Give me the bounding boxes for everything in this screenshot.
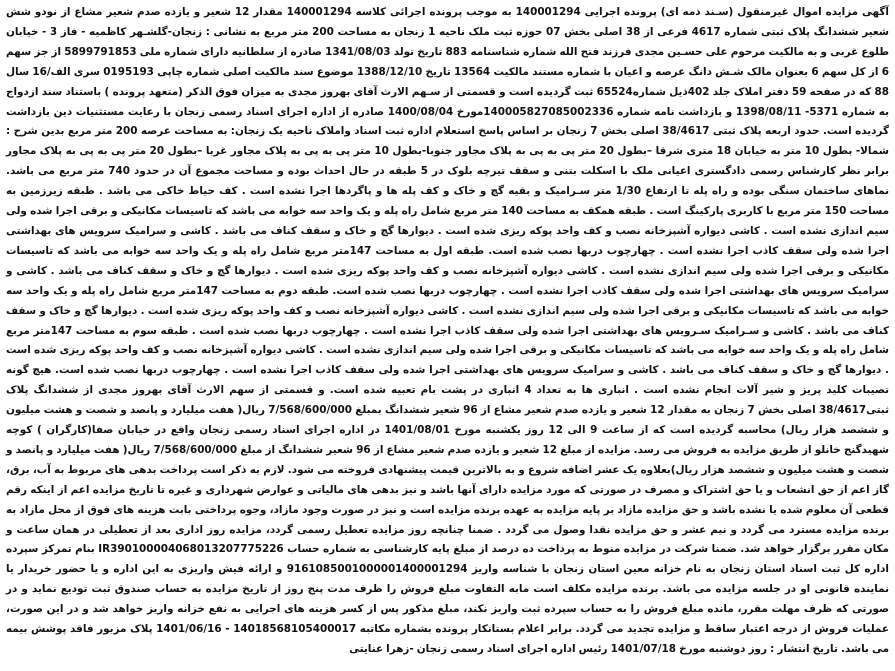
auction-notice-text: آگهی مزایده اموال غیرمنقول (سـند ذمه ای) پرونده اجرایی 140001294 به موجب پرونده اجرائی کلاسه 140001294 مقدار 12 شعیر و یازده صدم شعیر مشاع از نودو شش شعیر ششدانگ پلاک ثبتی شماره 4617 فرعی از 38 اصلی بخش 07 حوزه ثبت ملک ناحیه 1 زنجان به مساحت 200 متر مربع به نشانی : زنجان-گلشـهر کاظمیه - فاز 3 - خیابان طلوع غربی و به مالکیت مرحوم علی حسـین مجدی فرزند فتح الله شماره شناسنامه 883 تاریخ تولد 1341/08/03 صادره از سلطانیه دارای شماره ملی 5899791853 از جز سهم 6 از کل سهم 6 بعنوان مالک شـش دانگ عرصه و اعیان با شماره مستند مالکیت 13564 تاریخ 1388/12/10 موضوع سند مالکیت اصلی شماره چاپی 0195193 سری الف/16 سال 88 که در صفحه 59 دفتر املاک جلد 402ذیل شماره65524 ثبت گردیده است و قسمتی از سـهم الارث آقای بهروز مجدی به میزان فوق الذکر (متعهد پرونده ) باستناد سند ازدواج به شماره 5371- 1398/08/11 و بازداشت نامه شماره 140005827085002336مورخ 1400/08/04 صادره از اداره اجرای اسناد رسمی زنجان با رعایت مستثنیات دین بازداشت گردیده است. حدود اربعه پلاک ثبتی 38/4617 اصلی بخش 7 زنجان بر اساس پاسخ استعلام اداره ثبت اسناد واملاک ناحیه یک زنجان: به مساحت عرصه 200 متر مربع بدین شرح : شمالا- بطول 10 متر به خیابان 18 متری شرقا –بطول 20 متر پی به پی به پلاک مجاور جنوبا-بطول 10 متر پی به پی به پلاک مجاور غربا –بطول 20 متر پی به پی به پلاک مجاور برابر نظر کارشناس رسمی دادگستری اعیانی ملک با اسکلت بتنی و سقف تیرچه بلوک در 5 طبقه در حال احداث بوده و مساحت مجموع آن در حدود 740 متر مربع می باشد. نماهای ساختمان سنگی بوده و راه پله تا ارتفاع 1/30 متر سـرامیک و بقیه گچ و خاک و کف پله ها و پاگردها اجرا نشده است . کف حیاط خاکی می باشد . طبقه زیرزمین به مساحت 150 متر مربع با کاربری پارکینگ است . طبقه همکف به مساحت 140 متر مربع شامل راه پله و یک واحد سه خوابه می باشد که تاسیسات مکانیکی و برقی اجرا شده ولی سیم اندازی نشده است . کاشی دیواره آشپزخانه نصب و کف واحد پوکه ریزی شده است . دیوارها گچ و خاک و سقف کناف می باشد . کاشی و سرامیک سرویس های بهداشتی اجرا شده ولی سقف کاذب اجرا نشده است . چهارچوب دربها نصب شده است. طبقه اول به مساحت 147متر مربع شامل راه پله و یک واحد سه خوابه می باشد که تاسیسات مکانیکی و برقی اجرا شده ولی سیم اندازی نشده است . کاشی دیواره آشپزخانه نصب و کف واحد پوکه ریزی شده است . دیوارها گچ و خاک و سقف کناف می باشد . کاشی و سرامیک سرویس های بهداشتی اجرا شده ولی سقف کاذب اجرا نشده است . چهارچوب دربها نصب شده است. طبقه دوم به مساحت 147متر مربع شامل راه پله و یک واحد سه خوابه می باشد که تاسیسات مکانیکی و برقی اجرا شده ولی سیم اندازی نشده است . کاشی دیواره آشپزخانه نصب و کف واحد پوکه ریزی شده است . دیوارها گچ و خاک و سقف کناف می باشد . کاشی و سـرامیک سـرویس های بهداشتی اجرا شده ولی سقف کاذب اجرا نشده است . چهارچوب دربها نصب شده است . طبقه سوم به مساحت 147متر مربع شامل راه پله و یک واحد سه خوابه می باشد که تاسیسات مکانیکی و برقی اجرا شده ولی سیم اندازی نشده است . کاشی دیواره آشپزخانه نصب و کف واحد پوکه ریزی شده است . دیوارها گچ و خاک و سقف کناف می باشد . کاشی و سرامیک سرویس های بهداشتی اجرا شده ولی سقف کاذب اجرا نشده است . چهارچوب دربها نصب شده است. هیچ گونه تصیبات کلید پریز و شیر آلات انجام نشده است . انباری ها به تعداد 4 انباری در پشت بام تعبیه شده است. و قسمتی از سهم الارث آقای بهروز مجدی از ششدانگ پلاک ثبتی38/4617 اصلی بخش 7 زنجان به مقدار 12 شعیر و یازده صدم شعیر مشاع از 96 شعیر ششدانگ بمبلغ 7/568/600/000 ریال( هفت میلیارد و پانصد و شصت و هشت میلیون و ششصد هزار ریال) محاسبه گردیده است که از ساعت 9 الی 12 روز یکشنبه مورخ 1401/08/01 در اداره اجرای اسناد رسمی زنجان واقع در خیابان صفا(کارگران ) کوچه شهیدگنج خانلو از طریق مزایده به فروش می رسد. مزایده از مبلغ 12 شعیر و یازده صدم شعیر مشاع از 96 شعیر ششدانگ از مبلغ 7/568/600/000 ریال( هفت میلیارد و پانصد و شصت و هشت میلیون و ششصد هزار ریال)بعلاوه یک عشر اضافه شروع و به بالاترین قیمت پیشنهادی فروخته می شود. لازم به ذکر است پرداخت بدهی های مربوط به آب، برق، گاز اعم از حق انشعاب و یا حق اشتراک و مصرف در صورتی که مورد مزایده دارای آنها باشد و نیز بدهی های مالیاتی و عوارض شهرداری و غیره تا تاریخ مزایده اعم از اینکه رقم قطعی آن معلوم شده یا نشده باشد و حق مزایده مازاد بر پایه مزایده به عهده برنده مزایده است و نیز در صورت وجود مازاد، وجوه پرداختی بابت هزینه های فوق از محل مازاد به برنده مزایده مسترد می گردد و نیم عشر و حق مزایده نقدا وصول می گردد . ضمنا چنانچه روز مزایده تعطیل رسمی گردد، مزایده روز اداری بعد از تعطیلی در همان ساعت و مکان مقرر برگزار خواهد شد. ضمنا شرکت در مزایده منوط به پرداخت ده درصد از مبلغ پایه کارشناسی به شماره حساب IR390100004068013207775226 بنام تمرکز سپرده اداره کل ثبت اسناد استان زنجان به نام خزانه معین استان زنجان با شناسه واریز 9161085001000001400001294 و ارائه فیش واریزی به این اداره و یا حضور خریدار یا نماینده قانونی او در جلسه مزایده می باشد. برنده مزایده مکلف است مابه التفاوت مبلغ فروش را ظرف مدت پنج روز از تاریخ مزایده به حساب صندوق ثبت تودیع نماید و در صورتی که ظرف مهلت مقرر، مانده مبلغ فروش را به حساب سپرده ثبت واریز نکند، مبلغ مذکور پس از کسر هزینه های اجرایی به نفع خزانه واریز خواهد شد و در این صورت، عملیات فروش از درجه اعتبار ساقط و مزایده تجدید می گردد. برابر اعلام بستانکار پرونده بشماره مکاتبه 14018568105400017 - 1401/06/16 پلاک مزبور فاقد پوشش بیمه می باشد. تاریخ انتشار : روز دوشنبه مورخ 1401/07/18 رئیس اداره اجرای اسناد رسمی زنجان -زهرا عنایتی bbox=[6, 6, 890, 655]
